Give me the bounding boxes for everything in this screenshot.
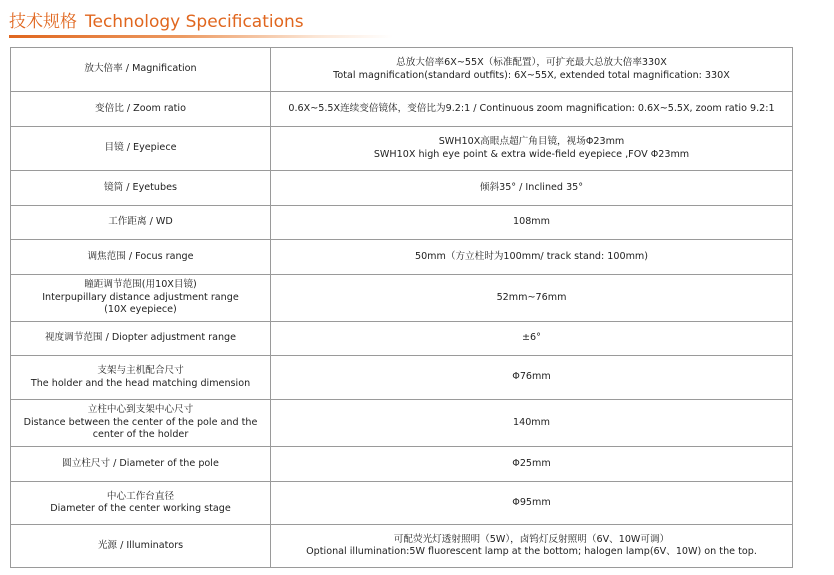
spec-row-illuminators — [11, 525, 793, 568]
spec-row-holder-dimension — [11, 356, 793, 400]
specifications-table — [10, 47, 793, 568]
spec-label: 镜筒 / Eyetubes — [11, 171, 271, 206]
spec-value: 108mm — [271, 206, 793, 240]
spec-row-stage-diameter — [11, 482, 793, 525]
spec-row-focus-range — [11, 240, 793, 275]
spec-label: 圆立柱尺寸 / Diameter of the pole — [11, 447, 271, 482]
spec-row-pole-distance — [11, 400, 793, 447]
spec-label: 瞳距调节范围(用10X目镜) Interpupillary distance adjustment range (10X eyepiece) — [11, 275, 271, 322]
title-underline — [9, 35, 393, 38]
spec-label: 视度调节范围 / Diopter adjustment range — [11, 322, 271, 356]
spec-label: 调焦范围 / Focus range — [11, 240, 271, 275]
spec-value: 0.6X~5.5X连续变倍镜体，变倍比为9.2:1 / Continuous zoom magnification: 0.6X~5.5X, zoom ratio 9.2:1 — [271, 92, 793, 127]
spec-value: Φ76mm — [271, 356, 793, 400]
spec-row-pole-diameter — [11, 447, 793, 482]
title-chinese: 技术规格 — [9, 12, 77, 32]
spec-value: ±6° — [271, 322, 793, 356]
spec-value: 50mm（方立柱时为100mm/ track stand: 100mm) — [271, 240, 793, 275]
spec-value: Φ95mm — [271, 482, 793, 525]
spec-value: 140mm — [271, 400, 793, 447]
spec-value: 52mm~76mm — [271, 275, 793, 322]
spec-value: 倾斜35° / Inclined 35° — [271, 171, 793, 206]
spec-label: 光源 / Illuminators — [11, 525, 271, 568]
spec-label: 目镜 / Eyepiece — [11, 127, 271, 171]
title-english: Technology Specifications — [85, 12, 304, 32]
spec-label: 支架与主机配合尺寸 The holder and the head matching dimension — [11, 356, 271, 400]
spec-value: 总放大倍率6X~55X（标准配置），可扩充最大总放大倍率330X Total magnification(standard outfits): 6X~55X, extended total magnification: 330X — [271, 48, 793, 92]
spec-row-diopter — [11, 322, 793, 356]
spec-row-magnification — [11, 48, 793, 92]
spec-label: 立柱中心到支架中心尺寸 Distance between the center of the pole and the center of the holder — [11, 400, 271, 447]
spec-row-eyepiece — [11, 127, 793, 171]
spec-label: 中心工作台直径 Diameter of the center working stage — [11, 482, 271, 525]
page-title — [9, 9, 304, 35]
spec-label: 工作距离 / WD — [11, 206, 271, 240]
spec-row-zoom-ratio — [11, 92, 793, 127]
spec-row-working-distance — [11, 206, 793, 240]
spec-label: 变倍比 / Zoom ratio — [11, 92, 271, 127]
spec-value: SWH10X高眼点超广角目镜，视场Φ23mm SWH10X high eye point & extra wide-field eyepiece ,FOV Φ23mm — [271, 127, 793, 171]
spec-label: 放大倍率 / Magnification — [11, 48, 271, 92]
spec-value: 可配荧光灯透射照明（5W），卤钨灯反射照明（6V、10W可调） Optional illumination:5W fluorescent lamp at the bottom; halogen lamp(6V、10W) on the top. — [271, 525, 793, 568]
spec-value: Φ25mm — [271, 447, 793, 482]
spec-row-interpupillary — [11, 275, 793, 322]
spec-row-eyetubes — [11, 171, 793, 206]
